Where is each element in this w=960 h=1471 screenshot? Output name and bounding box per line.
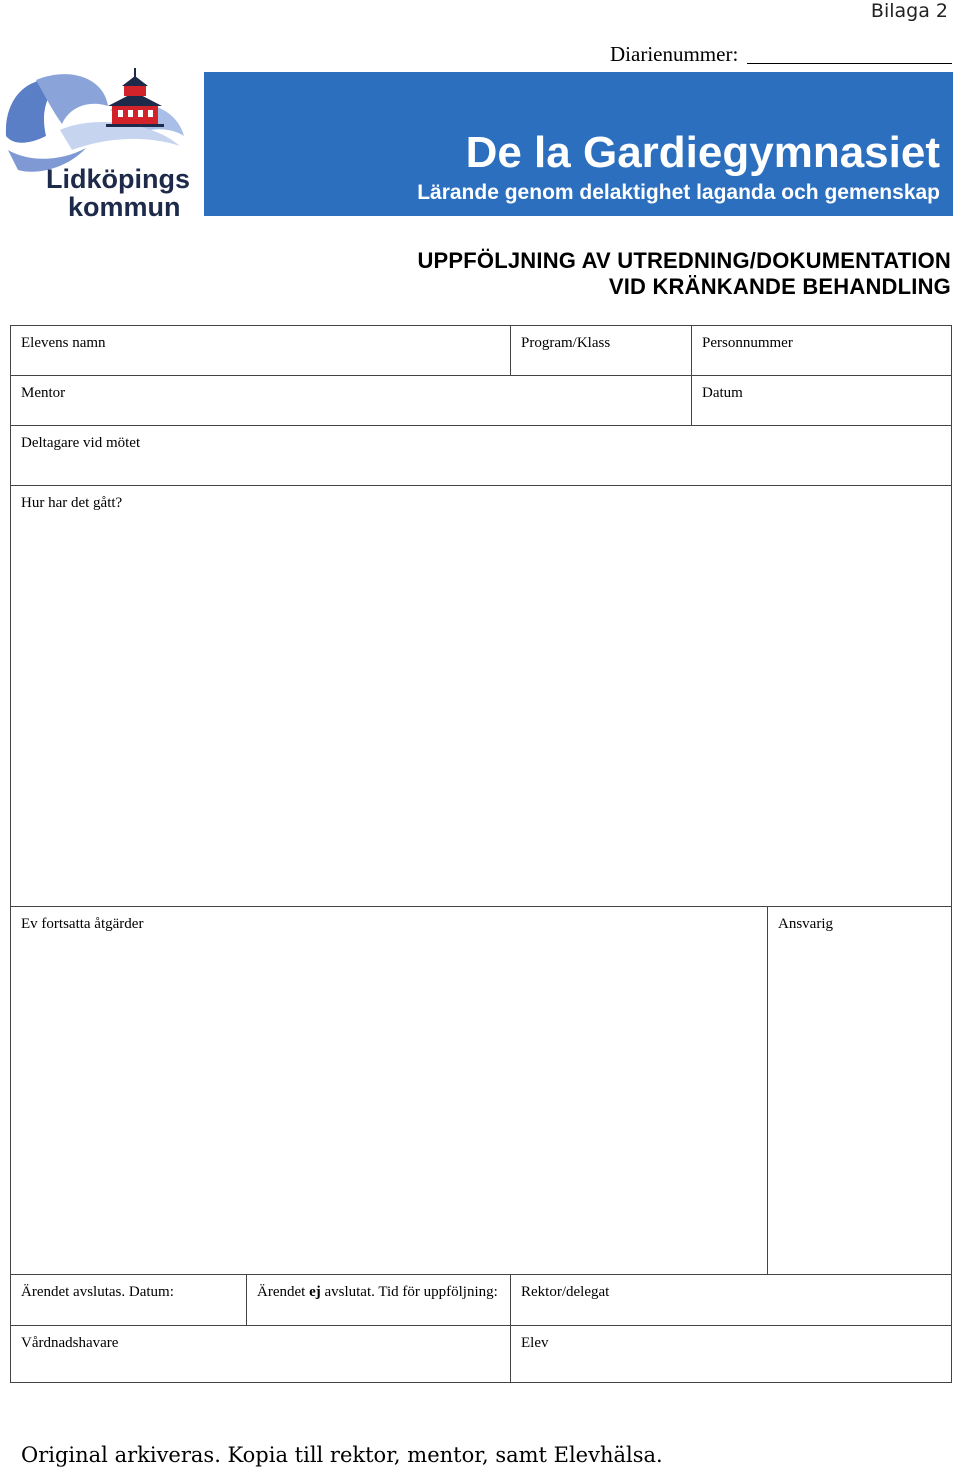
logo-tower-roof [122,76,148,86]
how-did-it-go-label: Hur har det gått? [21,495,123,511]
student-signature-label: Elev [521,1335,549,1351]
case-closed-date-label: Ärendet avslutas. Datum: [21,1284,174,1300]
program-class-field[interactable] [510,325,692,376]
form-title-line1: UPPFÖLJNING AV UTREDNING/DOKUMENTATION [417,248,951,273]
how-did-it-go-field[interactable] [10,485,952,907]
personal-number-field[interactable] [691,325,952,376]
student-signature-field[interactable] [510,1325,952,1383]
mentor-field[interactable] [10,375,692,426]
logo-text-line1: Lidköpings [46,164,190,194]
school-name: De la Gardiegymnasiet [465,128,940,177]
program-class-label: Program/Klass [521,335,611,351]
responsible-field[interactable] [767,906,952,1275]
diarienummer-label: Diarienummer: [610,42,739,66]
responsible-label: Ansvarig [778,916,833,932]
logo-graphic [0,66,200,226]
case-closed-date-field[interactable] [10,1274,247,1326]
further-actions-field[interactable] [10,906,768,1275]
guardian-signature-label: Vårdnadshavare [21,1335,119,1351]
date-field[interactable] [691,375,952,426]
logo-text-line2: kommun [68,192,181,222]
participants-field[interactable] [10,425,952,486]
personal-number-label: Personnummer [702,335,793,351]
attachment-label: Bilaga 2 [870,0,948,22]
follow-up-time-label: Ärendet ej avslutat. Tid för uppföljning: [257,1284,498,1300]
date-label: Datum [702,385,743,401]
further-actions-label: Ev fortsatta åtgärder [21,916,144,932]
principal-signature-label: Rektor/delegat [521,1284,610,1300]
student-name-label: Elevens namn [21,335,106,351]
guardian-signature-field[interactable] [10,1325,511,1383]
municipality-logo [0,66,200,226]
school-tagline: Lärande genom delaktighet laganda och gemenskap [417,181,940,204]
logo-swoosh [36,74,108,124]
school-banner [204,72,953,216]
diarienummer-field[interactable] [747,63,952,64]
form-title-line2: VID KRÄNKANDE BEHANDLING [608,274,951,299]
archive-note: Original arkiveras. Kopia till rektor, mentor, samt Elevhälsa. [21,1443,663,1467]
follow-up-time-field[interactable] [246,1274,511,1326]
principal-signature-field[interactable] [510,1274,952,1326]
logo-spire [134,68,136,77]
mentor-label: Mentor [21,385,66,401]
student-name-field[interactable] [10,325,511,376]
participants-label: Deltagare vid mötet [21,435,141,451]
